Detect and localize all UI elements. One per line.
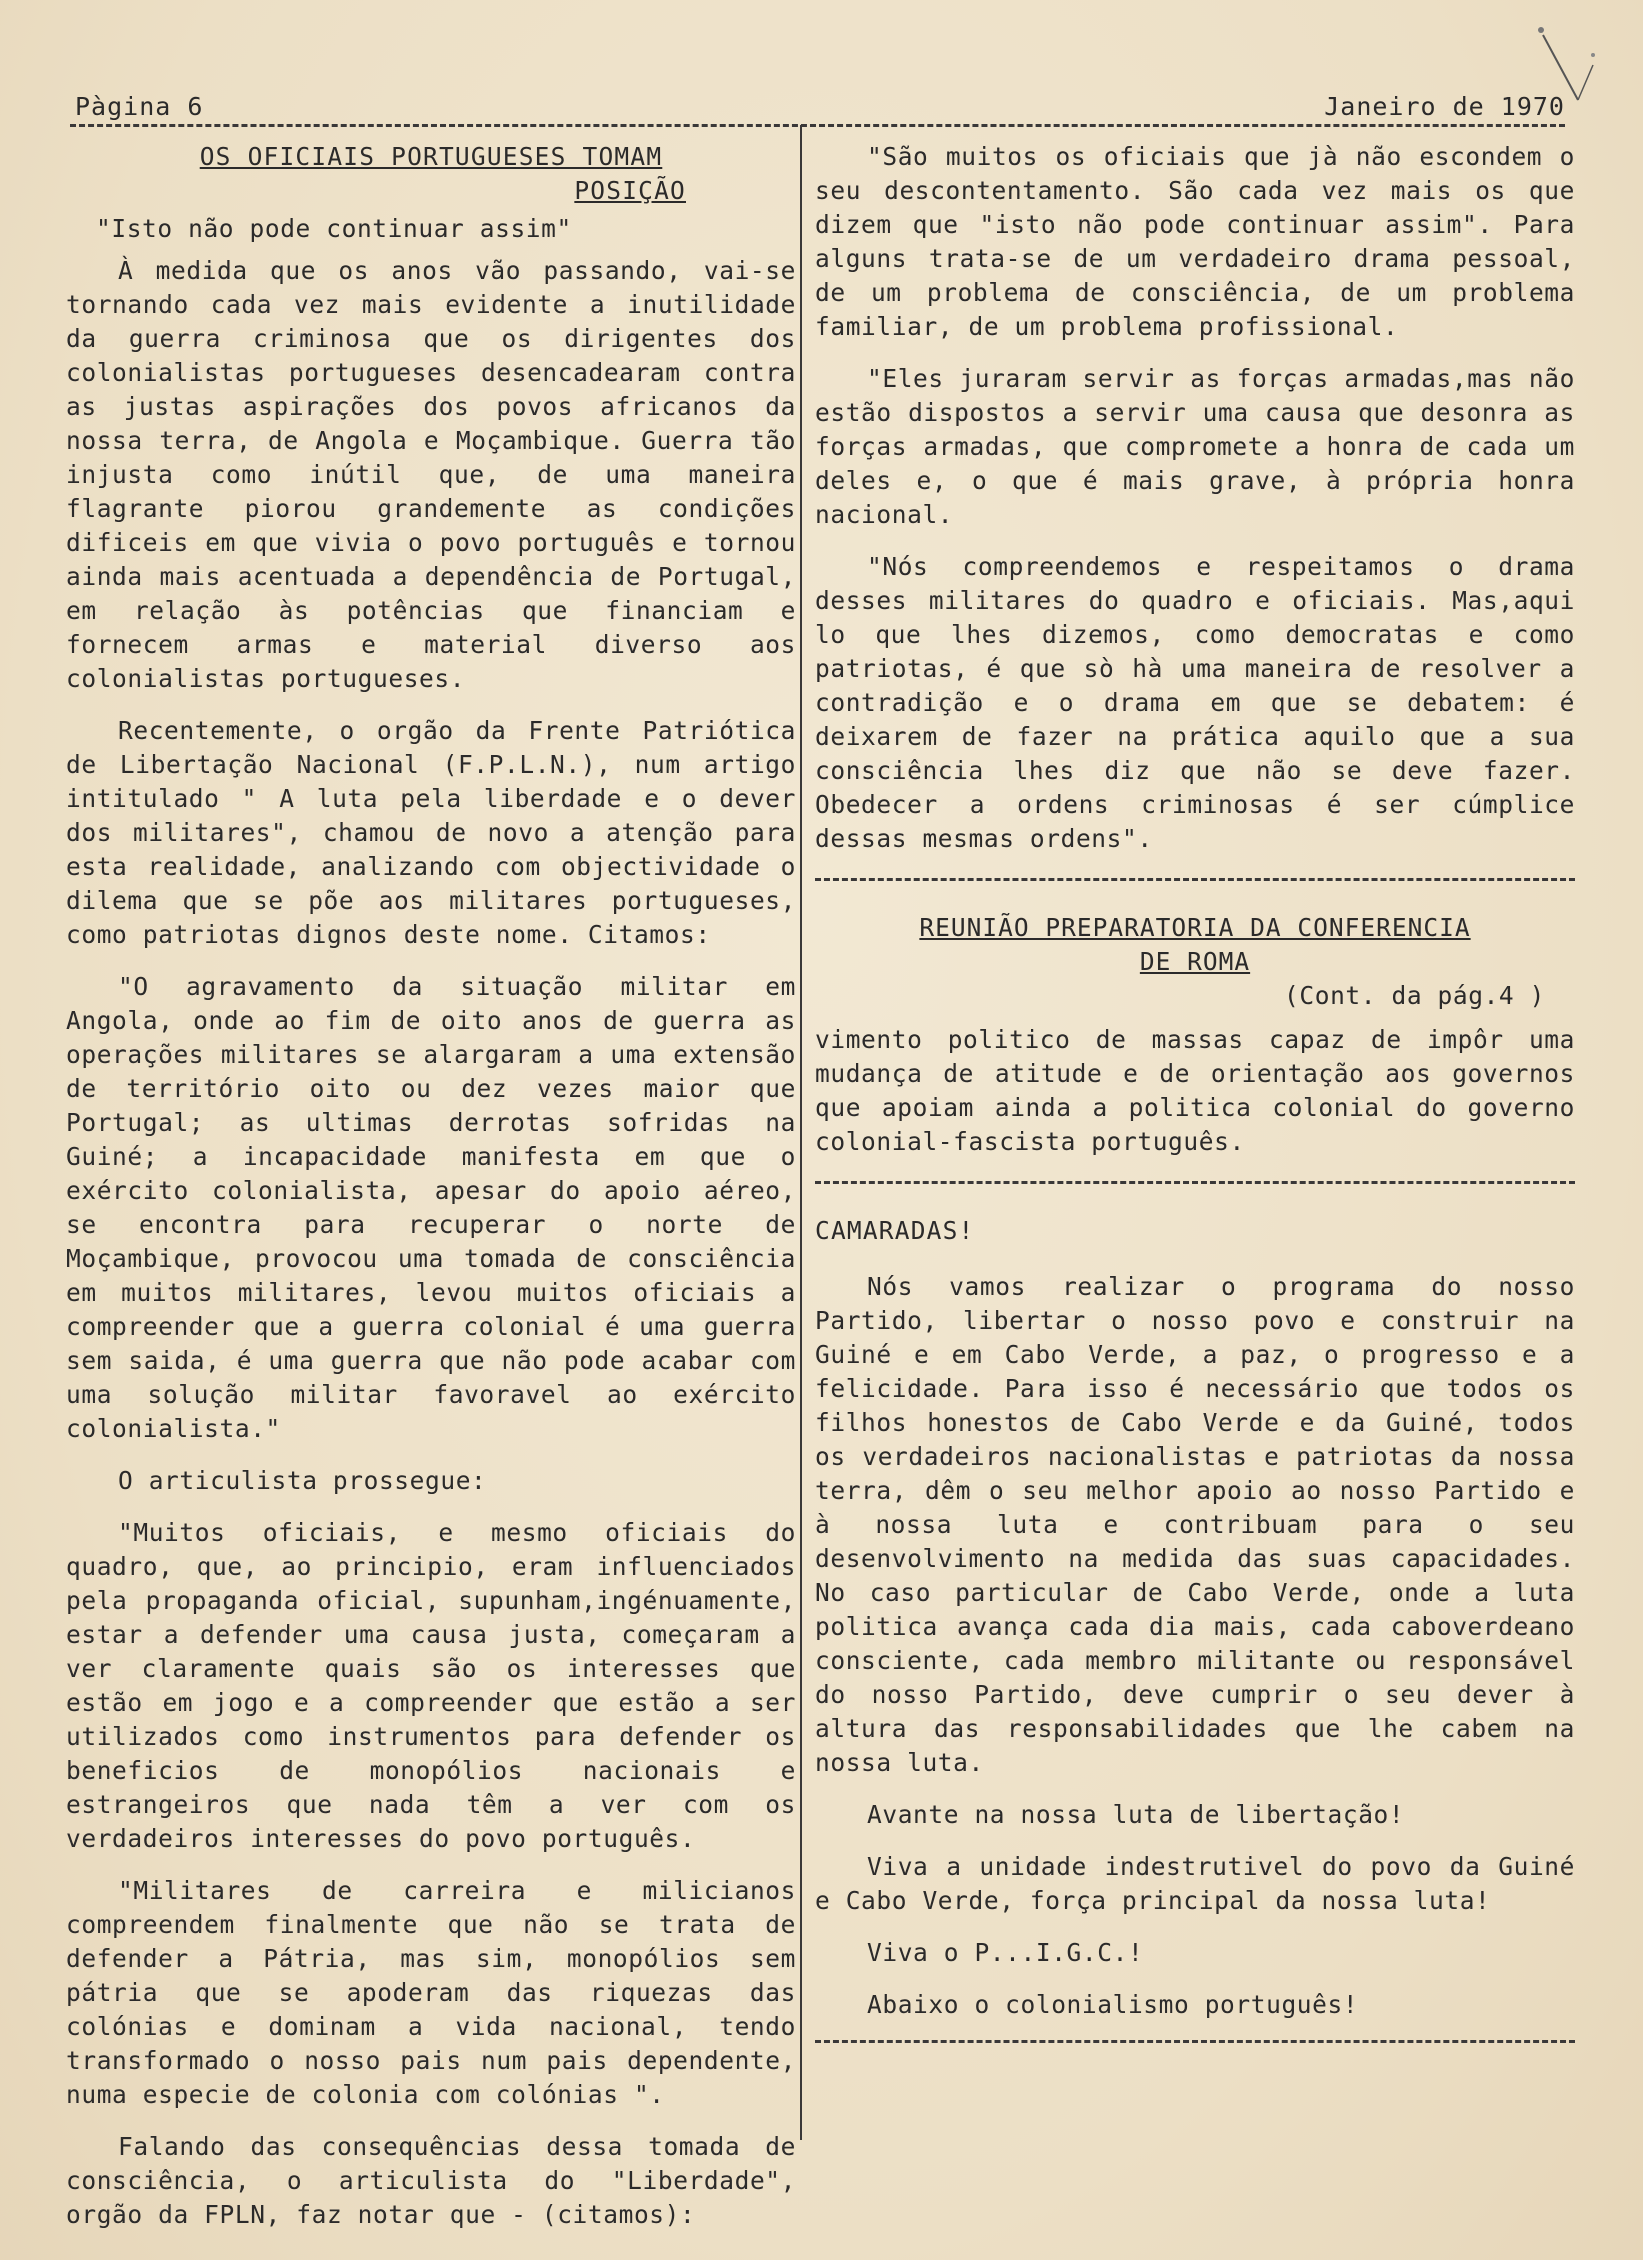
section-separator bbox=[815, 1181, 1575, 1184]
header-rule bbox=[70, 124, 1565, 127]
slogan: Viva a unidade indestrutivel do povo da Guiné e Cabo Verde, força principal da nossa luta! bbox=[815, 1852, 1575, 1915]
paragraph: "Eles juraram servir as forças armadas,mas não estão dispostos a servir uma causa que desonra as forças armadas, que compromete a honra de cada um deles e, o que é mais grave, à própria honra nacional. bbox=[815, 364, 1575, 529]
paragraph: "Nós compreendemos e respeitamos o drama desses militares do quadro e oficiais. Mas,aqui lo que lhes dizemos, como democratas e como patriotas, é que sò hà uma maneira de resolver a contradição e o drama em que se debatem: é deixarem de fazer na prática aquilo que a sua consciência lhes diz que não se deve fazer. Obedecer a ordens criminosas é ser cúmplice dessas mesmas ordens". bbox=[815, 552, 1575, 853]
right-column bbox=[815, 140, 1575, 2073]
article-title-line1: OS OFICIAIS PORTUGUESES TOMAM bbox=[199, 142, 663, 171]
reuniao-title-line2: DE ROMA bbox=[1139, 947, 1251, 976]
paragraph: Falando das consequências dessa tomada de consciência, o articulista do "Liberdade", orgão da FPLN, faz notar que - (citamos): bbox=[66, 2132, 796, 2229]
paragraph: "O agravamento da situação militar em Angola, onde ao fim de oito anos de guerra as operações militares se alargaram a uma extensão de território oito ou dez vezes maior que Portugal; as ultimas derrotas sofridas na Guiné; a incapacidade manifesta em que o exército colonialista, apesar do apoio aéreo, se encontra para recuperar o norte de Moçambique, provocou uma tomada de consciência em muitos militares, levou muitos oficiais a compreender que a guerra colonial é uma guerra sem saida, é uma guerra que não pode acabar com uma solução militar favoravel ao exército colonialista." bbox=[66, 972, 796, 1443]
paragraph: "Muitos oficiais, e mesmo oficiais do quadro, que, ao principio, eram influenciados pela propaganda oficial, supunham,ingénuamente, estar a defender uma causa justa, começaram a ver claramente quais são os interesses que estão em jogo e a compreender que estão a ser utilizados como instrumentos para defender os beneficios de monopólios nacionais e estrangeiros que nada têm a ver com os verdadeiros interesses do povo português. bbox=[66, 1518, 796, 1853]
article-subtitle: "Isto não pode continuar assim" bbox=[96, 214, 572, 243]
left-column bbox=[66, 140, 796, 2250]
slogan: Abaixo o colonialismo português! bbox=[867, 1990, 1359, 2019]
section-separator bbox=[815, 878, 1575, 881]
reuniao-title-line1: REUNIÃO PREPARATORIA DA CONFERENCIA bbox=[919, 913, 1471, 942]
reuniao-title bbox=[815, 911, 1575, 979]
paragraph: "São muitos os oficiais que jà não escondem o seu descontentamento. São cada vez mais os que dizem que "isto não pode continuar assim". Para alguns trata-se de um verdadeiro drama pessoal, de um problema de consciência, de um problema familiar, de um problema profissional. bbox=[815, 142, 1575, 341]
paragraph: À medida que os anos vão passando, vai-se tornando cada vez mais evidente a inutilidade da guerra criminosa que os dirigentes dos colonialistas portugueses desencadearam contra as justas aspirações dos povos africanos da nossa terra, de Angola e Moçambique. Guerra tão injusta como inútil que, de uma maneira flagrante piorou grandemente as condições dificeis em que vivia o povo português e tornou ainda mais acentuada a dependência de Portugal, em relação às potências que financiam e fornecem armas e material diverso aos colonialistas portugueses. bbox=[66, 256, 796, 693]
article-title-line2: POSIÇÃO bbox=[574, 176, 686, 205]
column-divider bbox=[800, 125, 802, 2140]
paragraph: Recentemente, o orgão da Frente Patriótica de Libertação Nacional (F.P.L.N.), num artigo intitulado " A luta pela liberdade e o dever dos militares", chamou de novo a atenção para esta realidade, analizando com objectividade o dilema que se põe aos militares portugueses, como patriotas dignos deste nome. Citamos: bbox=[66, 716, 796, 949]
issue-date: Janeiro de 1970 bbox=[1324, 92, 1565, 121]
camaradas-heading: CAMARADAS! bbox=[815, 1216, 975, 1245]
slogan: Viva o P...I.G.C.! bbox=[867, 1938, 1144, 1967]
paragraph: O articulista prossegue: bbox=[118, 1466, 487, 1495]
continuation-note: (Cont. da pág.4 ) bbox=[1284, 981, 1545, 1010]
reuniao-text: vimento politico de massas capaz de impôr uma mudança de atitude e de orientação aos governos que apoiam ainda a politica colonial do governo colonial-fascista português. bbox=[815, 1025, 1575, 1156]
section-separator bbox=[815, 2040, 1575, 2043]
slogan: Avante na nossa luta de libertação! bbox=[867, 1800, 1405, 1829]
paragraph: "Militares de carreira e milicianos compreendem finalmente que não se trata de defender a Pátria, mas sim, monopólios sem pátria que se apoderam das riquezas das colónias e dominam a vida nacional, tendo transformado o nosso pais num pais dependente, numa especie de colonia com colónias ". bbox=[66, 1876, 796, 2109]
page-header bbox=[75, 92, 1565, 128]
camaradas-text: Nós vamos realizar o programa do nosso Partido, libertar o nosso povo e construir na Guiné e em Cabo Verde, a paz, o progresso e a felicidade. Para isso é necessário que todos os filhos honestos de Cabo Verde e da Guiné, todos os verdadeiros nacionalistas e patriotas da nossa terra, dêm o seu melhor apoio ao nosso Partido e à nossa luta e contribuam para o seu desenvolvimento na medida das suas capacidades. No caso particular de Cabo Verde, onde a luta politica avança cada dia mais, cada caboverdeano consciente, cada membro militante ou responsável do nosso Partido, deve cumprir o seu dever à altura das responsabilidades que lhe cabem na nossa luta. bbox=[815, 1272, 1575, 1777]
article-title bbox=[66, 140, 796, 208]
page-number: Pàgina 6 bbox=[75, 92, 204, 121]
